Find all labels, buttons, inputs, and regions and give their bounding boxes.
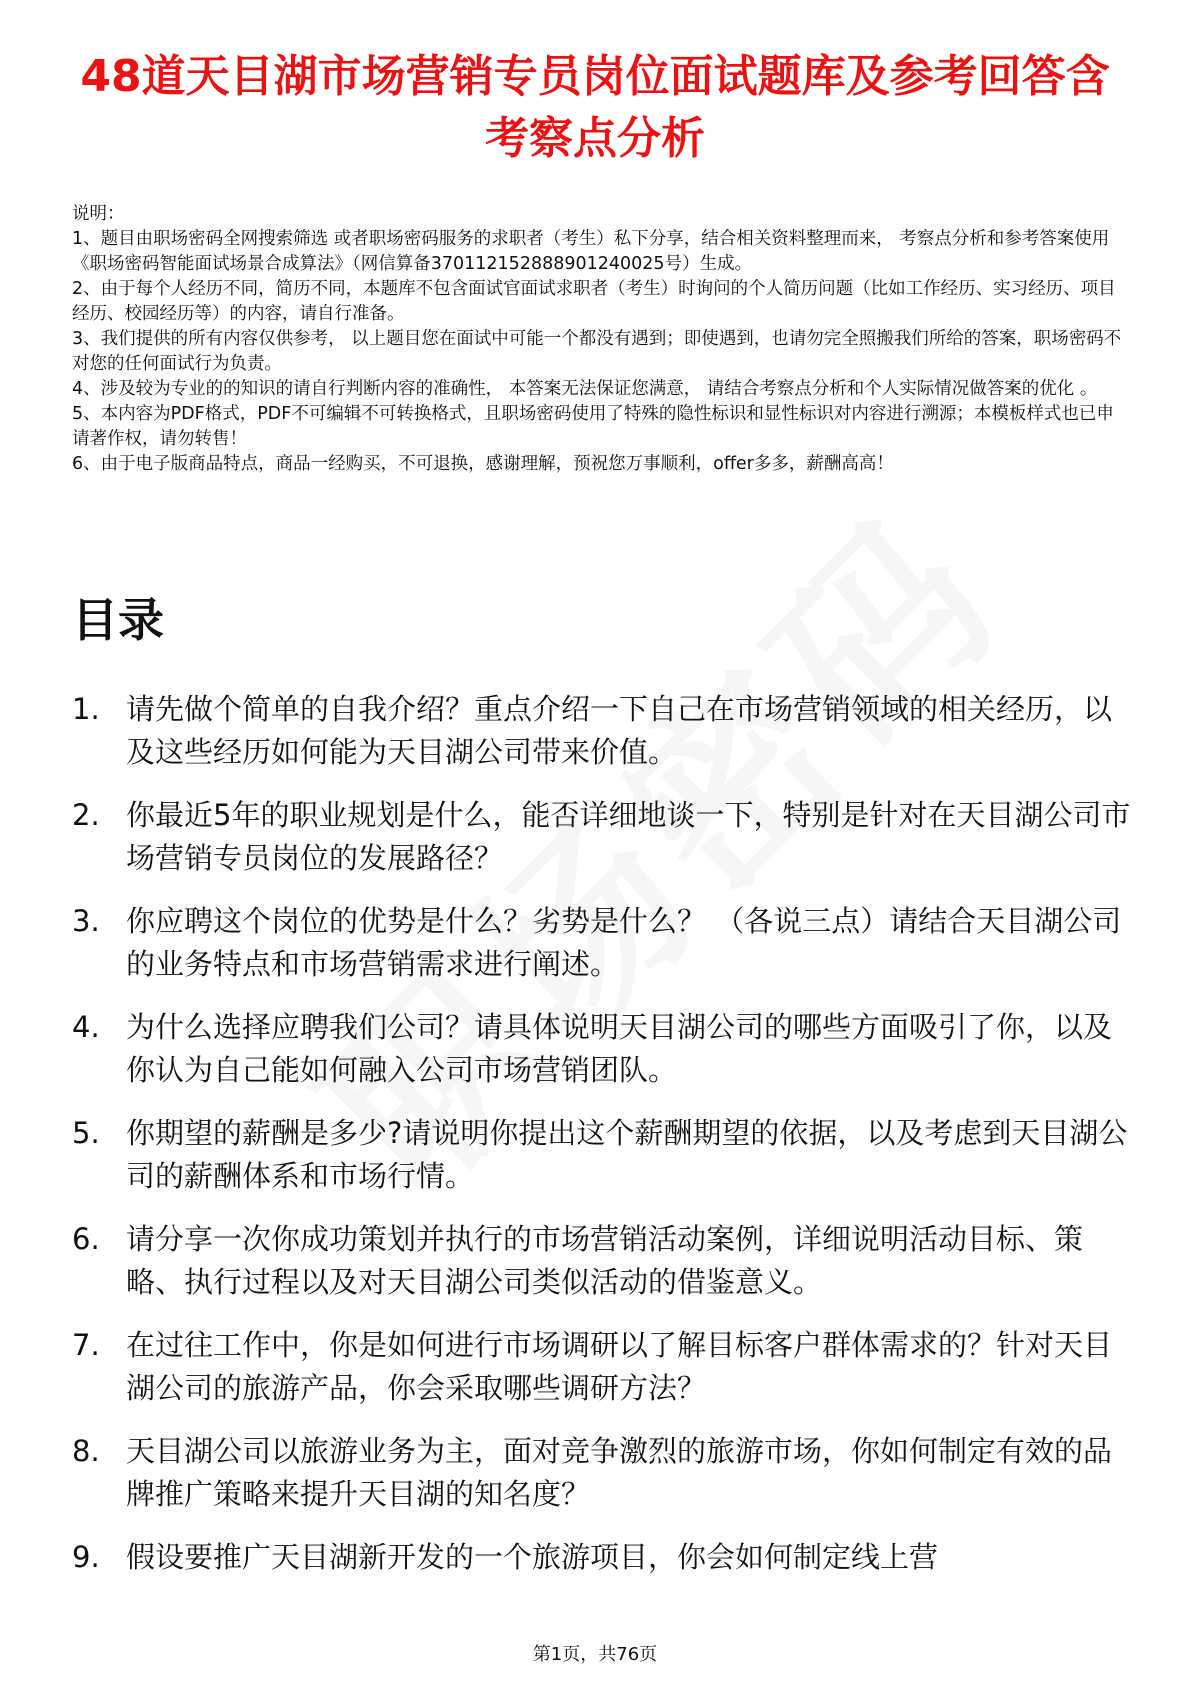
toc-item-number: 4. xyxy=(72,1010,100,1044)
toc-item-number: 1. xyxy=(72,692,100,726)
note-item: 1、题目由职场密码全网搜索筛选 或者职场密码服务的求职者（考生）私下分享，结合相关资料整理而来， 考察点分析和参考答案使用《职场密码智能面试场景合成算法》（网信算备370112152888901240025号）生成。 xyxy=(72,229,1110,274)
notes-heading: 说明： xyxy=(72,204,125,224)
note-item: 2、由于每个人经历不同，简历不同，本题库不包含面试官面试求职者（考生）时询问的个人简历问题（比如工作经历、实习经历、项目经历、校园经历等）的内容，请自行准备。 xyxy=(72,279,1116,324)
toc-list xyxy=(72,688,1132,1599)
toc-item-text: 你期望的薪酬是多少?请说明你提出这个薪酬期望的依据，以及考虑到天目湖公司的薪酬体系和市场行情。 xyxy=(126,1116,1128,1193)
document-title: 48道天目湖市场营销专员岗位面试题库及参考回答含考察点分析 xyxy=(80,51,1110,164)
toc-item[interactable] xyxy=(72,1006,1132,1092)
toc-item-text: 你最近5年的职业规划是什么，能否详细地谈一下，特别是针对在天目湖公司市场营销专员岗位的发展路径？ xyxy=(126,798,1131,875)
toc-item[interactable] xyxy=(72,688,1132,774)
toc-item[interactable] xyxy=(72,1112,1132,1198)
toc-item[interactable] xyxy=(72,1430,1132,1516)
note-item: 6、由于电子版商品特点，商品一经购买，不可退换，感谢理解，预祝您万事顺利，offer多多，薪酬高高！ xyxy=(72,454,894,474)
toc-item-number: 3. xyxy=(72,904,100,938)
toc-item-number: 9. xyxy=(72,1540,100,1574)
note-item: 3、我们提供的所有内容仅供参考， 以上题目您在面试中可能一个都没有遇到；即使遇到，也请勿完全照搬我们所给的答案，职场密码不对您的任何面试行为负责。 xyxy=(72,329,1122,374)
toc-item-text: 请分享一次你成功策划并执行的市场营销活动案例，详细说明活动目标、策略、执行过程以及对天目湖公司类似活动的借鉴意义。 xyxy=(126,1222,1084,1299)
toc-item-number: 7. xyxy=(72,1328,100,1362)
notes-section xyxy=(72,202,1122,477)
page-footer: 第1页，共76页 xyxy=(532,1644,658,1665)
toc-item-text: 你应聘这个岗位的优势是什么？劣势是什么？ （各说三点）请结合天目湖公司的业务特点和市场营销需求进行阐述。 xyxy=(126,904,1122,981)
toc-item[interactable] xyxy=(72,1218,1132,1304)
note-item: 4、涉及较为专业的的知识的请自行判断内容的准确性， 本答案无法保证您满意， 请结合考察点分析和个人实际情况做答案的优化 。 xyxy=(72,379,1098,399)
toc-heading: 目录 xyxy=(72,593,164,647)
toc-item[interactable] xyxy=(72,794,1132,880)
toc-item[interactable] xyxy=(72,1324,1132,1410)
toc-item-number: 5. xyxy=(72,1116,100,1150)
toc-item-text: 假设要推广天目湖新开发的一个旅游项目，你会如何制定线上营 xyxy=(126,1540,939,1574)
toc-item-text: 请先做个简单的自我介绍？重点介绍一下自己在市场营销领域的相关经历，以及这些经历如何能为天目湖公司带来价值。 xyxy=(126,692,1113,769)
toc-item[interactable] xyxy=(72,900,1132,986)
toc-item-text: 在过往工作中，你是如何进行市场调研以了解目标客户群体需求的？针对天目湖公司的旅游产品，你会采取哪些调研方法？ xyxy=(126,1328,1113,1405)
note-item: 5、本内容为PDF格式，PDF不可编辑不可转换格式，且职场密码使用了特殊的隐性标识和显性标识对内容进行溯源；本模板样式也已申请著作权，请勿转售！ xyxy=(72,404,1114,449)
toc-item-text: 天目湖公司以旅游业务为主，面对竞争激烈的旅游市场，你如何制定有效的品牌推广策略来提升天目湖的知名度？ xyxy=(126,1434,1113,1511)
toc-item-number: 2. xyxy=(72,798,100,832)
toc-item[interactable] xyxy=(72,1536,1132,1579)
toc-item-number: 6. xyxy=(72,1222,100,1256)
toc-item-text: 为什么选择应聘我们公司？请具体说明天目湖公司的哪些方面吸引了你，以及你认为自己能如何融入公司市场营销团队。 xyxy=(126,1010,1113,1087)
toc-item-number: 8. xyxy=(72,1434,100,1468)
